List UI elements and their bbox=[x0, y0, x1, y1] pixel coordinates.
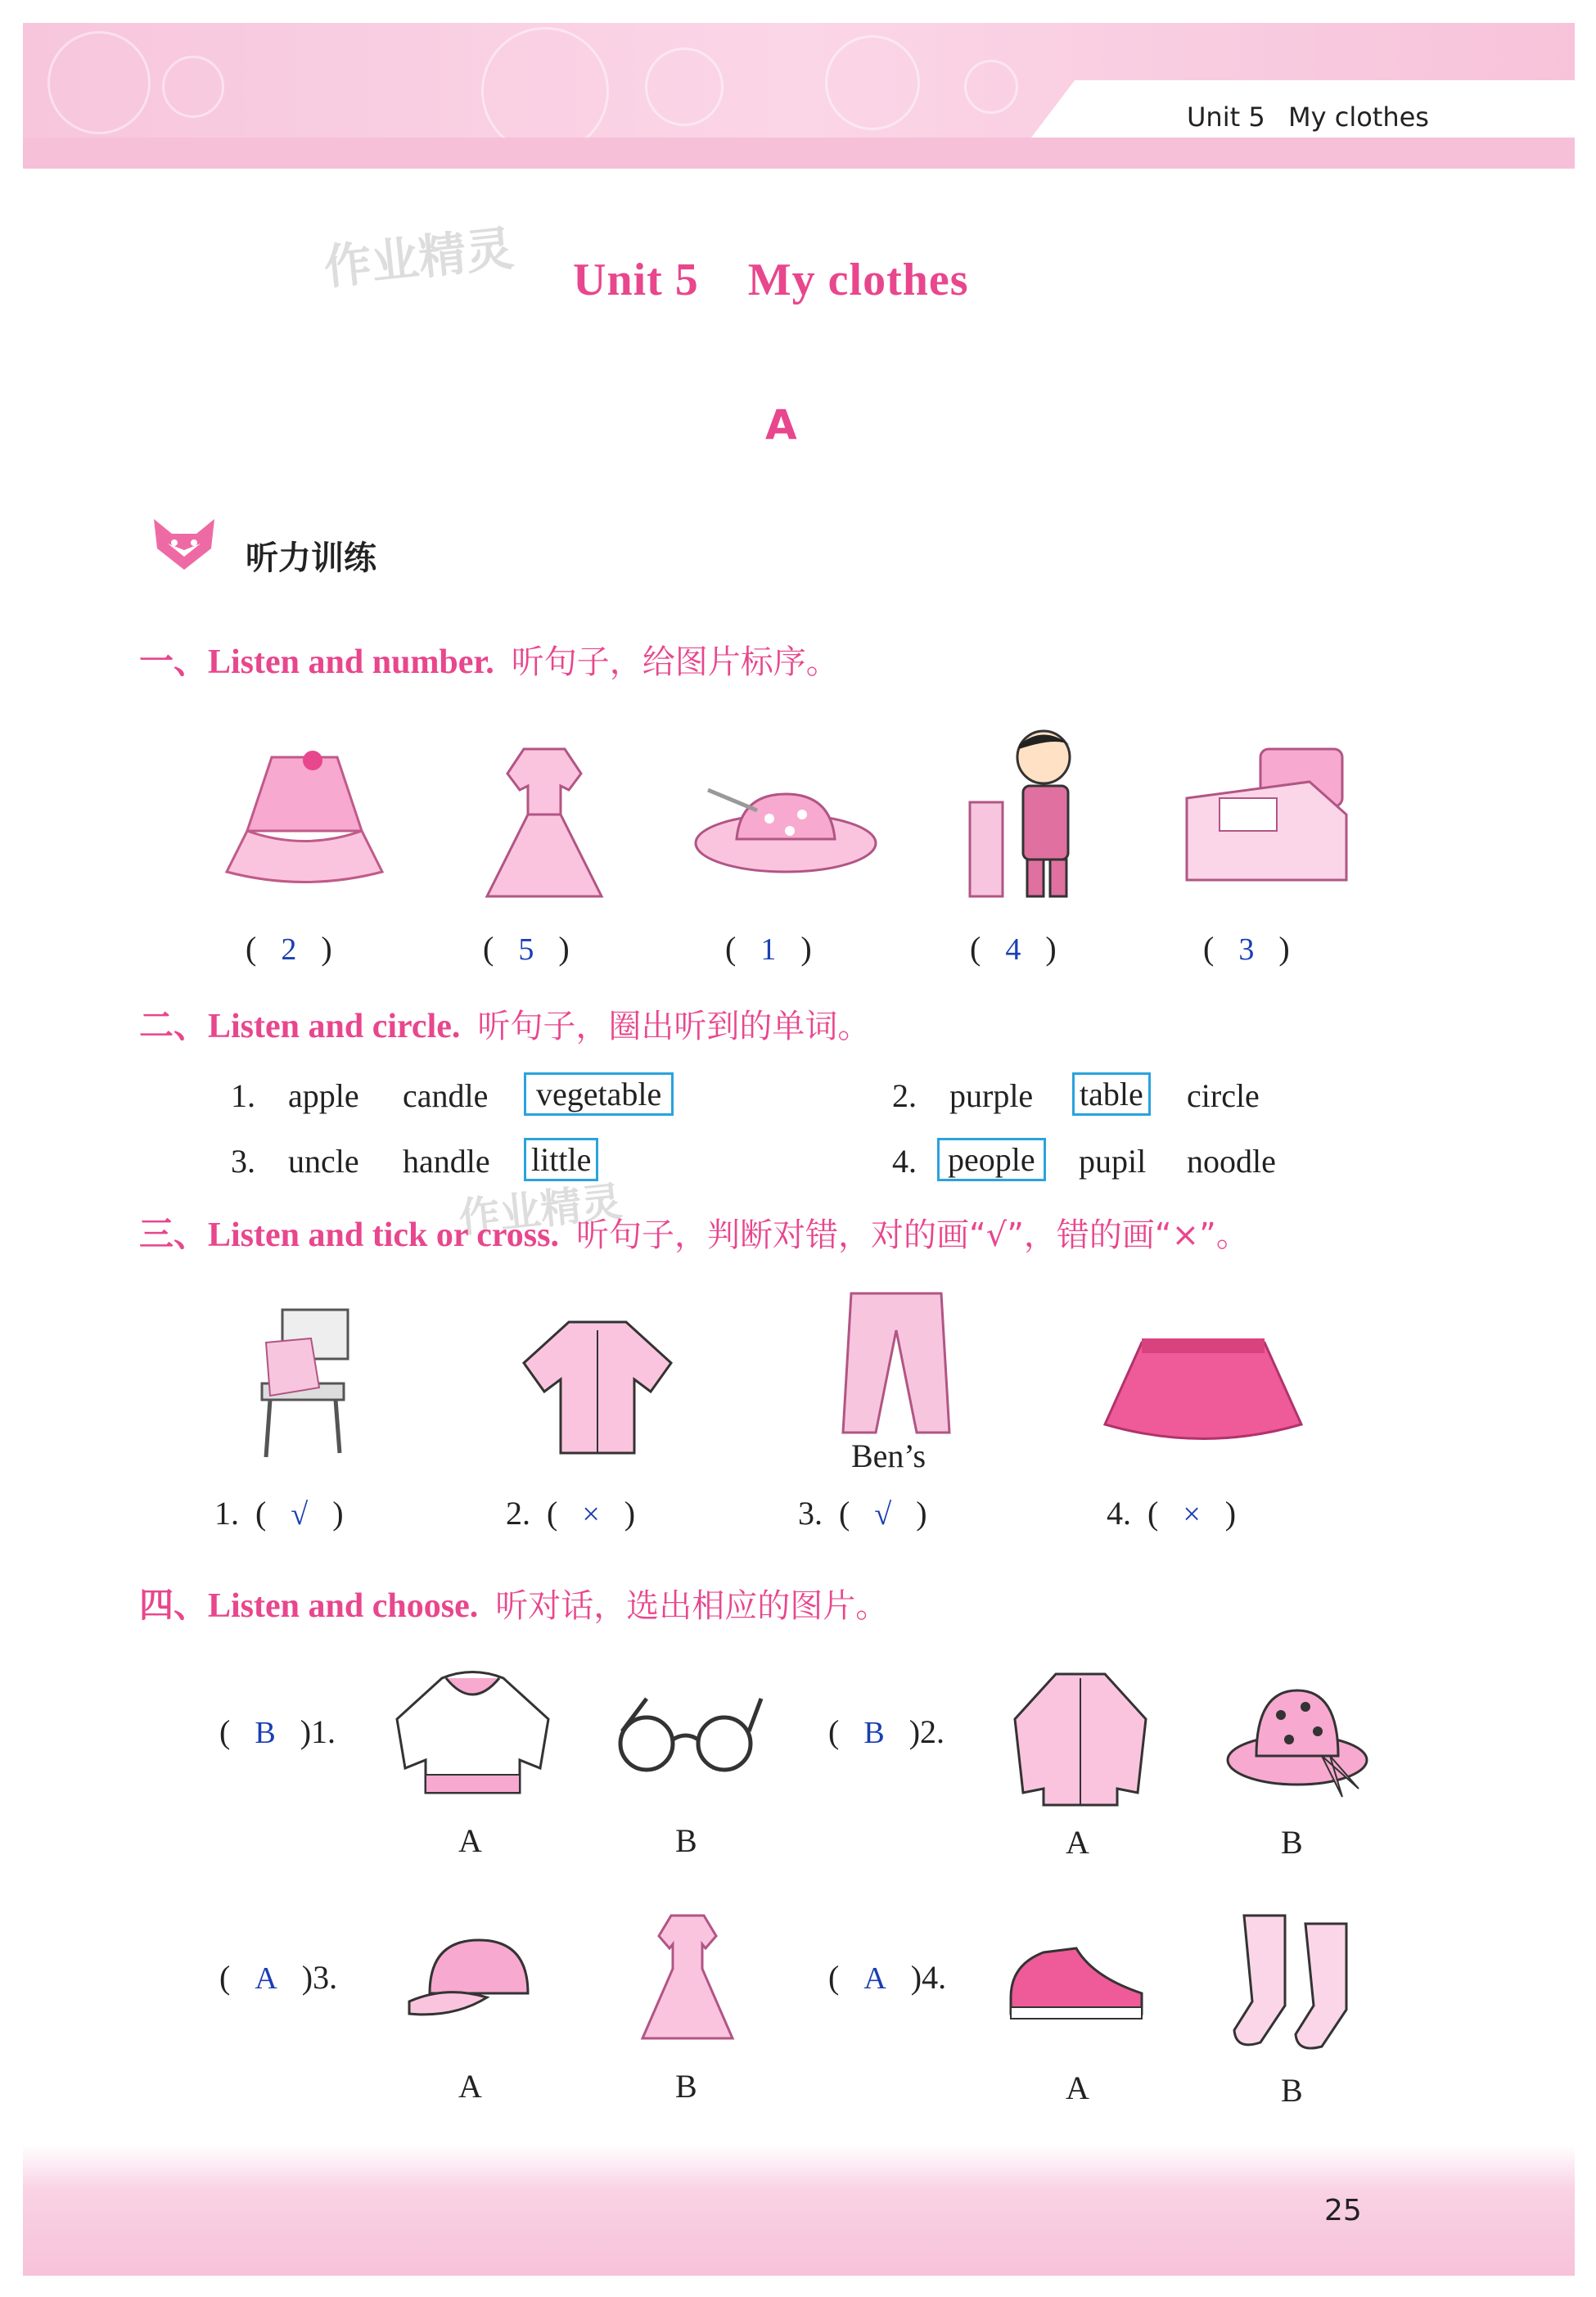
section1-heading-en: 一、Listen and number. bbox=[139, 643, 494, 681]
word-circled: vegetable bbox=[524, 1072, 674, 1116]
choose-item-4: ( A )4. bbox=[828, 1959, 947, 1996]
section4-heading-zh: 听对话，选出相应的图片。 bbox=[495, 1587, 889, 1625]
item-number: 4. bbox=[1107, 1495, 1131, 1532]
item-number: 2. bbox=[506, 1495, 530, 1532]
answer-2: 5 bbox=[518, 932, 534, 967]
bed-clothes-icon bbox=[1179, 741, 1350, 888]
option-a-label: A bbox=[458, 2068, 482, 2105]
fox-icon bbox=[147, 516, 221, 573]
item-number: )3. bbox=[301, 1959, 338, 1996]
choose-answer: B bbox=[863, 1716, 885, 1750]
bens-caption: Ben’s bbox=[851, 1437, 926, 1474]
row-number: 3. bbox=[231, 1143, 255, 1180]
answer-4: 4 bbox=[1005, 932, 1021, 967]
page-title: Unit 5 My clothes bbox=[573, 255, 969, 305]
option-b-label: B bbox=[1281, 1824, 1303, 1861]
answer-paren-5: ( 3 ) bbox=[1203, 930, 1290, 967]
word-circled: table bbox=[1072, 1072, 1151, 1116]
section3-heading bbox=[139, 1207, 1249, 1257]
boy-pants-icon bbox=[962, 724, 1101, 905]
word-option: purple bbox=[949, 1077, 1034, 1114]
sneakers-icon bbox=[1003, 1932, 1150, 2030]
item-number: )4. bbox=[910, 1959, 947, 1996]
choose-answer: A bbox=[255, 1961, 277, 1996]
choose-item-1: ( B )1. bbox=[219, 1713, 336, 1750]
tick-answer: √ bbox=[291, 1497, 309, 1532]
word-option: apple bbox=[288, 1077, 359, 1114]
cap-icon bbox=[405, 1936, 536, 2026]
header-topic: My clothes bbox=[1288, 102, 1429, 133]
word-option: uncle bbox=[288, 1143, 359, 1180]
answer-paren-1: ( 2 ) bbox=[246, 930, 332, 967]
row-number: 4. bbox=[892, 1143, 917, 1180]
item-number: )1. bbox=[300, 1713, 336, 1750]
row-number: 2. bbox=[892, 1077, 917, 1114]
section4-heading-en: 四、Listen and choose. bbox=[139, 1587, 479, 1625]
choose-answer: A bbox=[863, 1961, 886, 1996]
word-option: candle bbox=[403, 1077, 489, 1114]
circle-row-2 bbox=[892, 1076, 1260, 1115]
section2-heading bbox=[139, 999, 870, 1048]
watermark: 作业精灵 bbox=[456, 1177, 624, 1243]
option-a-label: A bbox=[1066, 1824, 1089, 1861]
section2-heading-zh: 听句子，圈出听到的单词。 bbox=[477, 1008, 871, 1045]
section1-heading bbox=[139, 634, 839, 684]
option-a-label: A bbox=[1066, 2069, 1089, 2106]
option-a-label: A bbox=[458, 1822, 482, 1859]
item-number: )2. bbox=[908, 1713, 945, 1750]
choose-item-3: ( A )3. bbox=[219, 1959, 338, 1996]
section3-heading-zh: 听句子，判断对错，对的画“√”，错的画“×”。 bbox=[575, 1216, 1249, 1254]
word-circled: little bbox=[524, 1138, 598, 1181]
answer-paren-3: ( 1 ) bbox=[725, 930, 812, 967]
header-unit: Unit 5 bbox=[1187, 102, 1265, 133]
blouse-icon bbox=[1003, 1662, 1158, 1809]
shirt-icon bbox=[520, 1314, 675, 1461]
item-number: 3. bbox=[798, 1495, 823, 1532]
circle-row-4 bbox=[892, 1141, 1276, 1180]
answer-5: 3 bbox=[1238, 932, 1255, 967]
header-strip bbox=[23, 138, 1575, 169]
tick-item-1: 1. ( √ ) bbox=[214, 1495, 344, 1532]
tick-answer: √ bbox=[874, 1497, 892, 1532]
section4-heading bbox=[139, 1578, 888, 1627]
skirt-icon bbox=[214, 749, 394, 896]
section1-heading-zh: 听句子，给图片标序。 bbox=[511, 643, 839, 681]
tick-item-3: 3. ( √ ) bbox=[798, 1495, 927, 1532]
answer-1: 2 bbox=[281, 932, 297, 967]
listening-heading: 听力训练 bbox=[246, 539, 376, 577]
choose-answer: B bbox=[255, 1716, 276, 1750]
chair-clothes-icon bbox=[250, 1306, 356, 1461]
option-b-label: B bbox=[675, 2068, 697, 2105]
word-option: circle bbox=[1187, 1077, 1260, 1114]
word-option: handle bbox=[403, 1143, 490, 1180]
socks-icon bbox=[1228, 1907, 1367, 2055]
page-number: 25 bbox=[1324, 2194, 1362, 2227]
option-b-label: B bbox=[1281, 2072, 1303, 2109]
row-number: 1. bbox=[231, 1077, 255, 1114]
section2-heading-en: 二、Listen and circle. bbox=[139, 1008, 461, 1045]
choose-item-2: ( B )2. bbox=[828, 1713, 945, 1750]
polka-hat-icon bbox=[1224, 1678, 1371, 1801]
hat-icon bbox=[692, 774, 880, 880]
word-option: pupil bbox=[1079, 1143, 1147, 1180]
tick-answer: × bbox=[582, 1497, 600, 1532]
circle-row-1 bbox=[231, 1076, 662, 1115]
dress-icon bbox=[479, 741, 610, 905]
jeans-icon bbox=[835, 1289, 958, 1437]
dress-small-icon bbox=[638, 1911, 737, 2042]
section-letter: A bbox=[765, 401, 797, 449]
watermark: 作业精灵 bbox=[321, 220, 516, 296]
hoodie-icon bbox=[385, 1670, 561, 1801]
circle-row-3 bbox=[231, 1141, 592, 1180]
item-number: 1. bbox=[214, 1495, 239, 1532]
glasses-icon bbox=[610, 1695, 765, 1776]
section3-heading-en: 三、Listen and tick or cross. bbox=[139, 1216, 559, 1254]
tick-answer: × bbox=[1183, 1497, 1201, 1532]
answer-3: 1 bbox=[760, 932, 777, 967]
short-skirt-icon bbox=[1101, 1330, 1305, 1453]
tick-item-4: 4. ( × ) bbox=[1107, 1495, 1237, 1532]
option-b-label: B bbox=[675, 1822, 697, 1859]
answer-paren-2: ( 5 ) bbox=[483, 930, 570, 967]
word-circled: people bbox=[937, 1138, 1046, 1181]
word-option: noodle bbox=[1187, 1143, 1276, 1180]
answer-paren-4: ( 4 ) bbox=[970, 930, 1057, 967]
tick-item-2: 2. ( × ) bbox=[506, 1495, 636, 1532]
